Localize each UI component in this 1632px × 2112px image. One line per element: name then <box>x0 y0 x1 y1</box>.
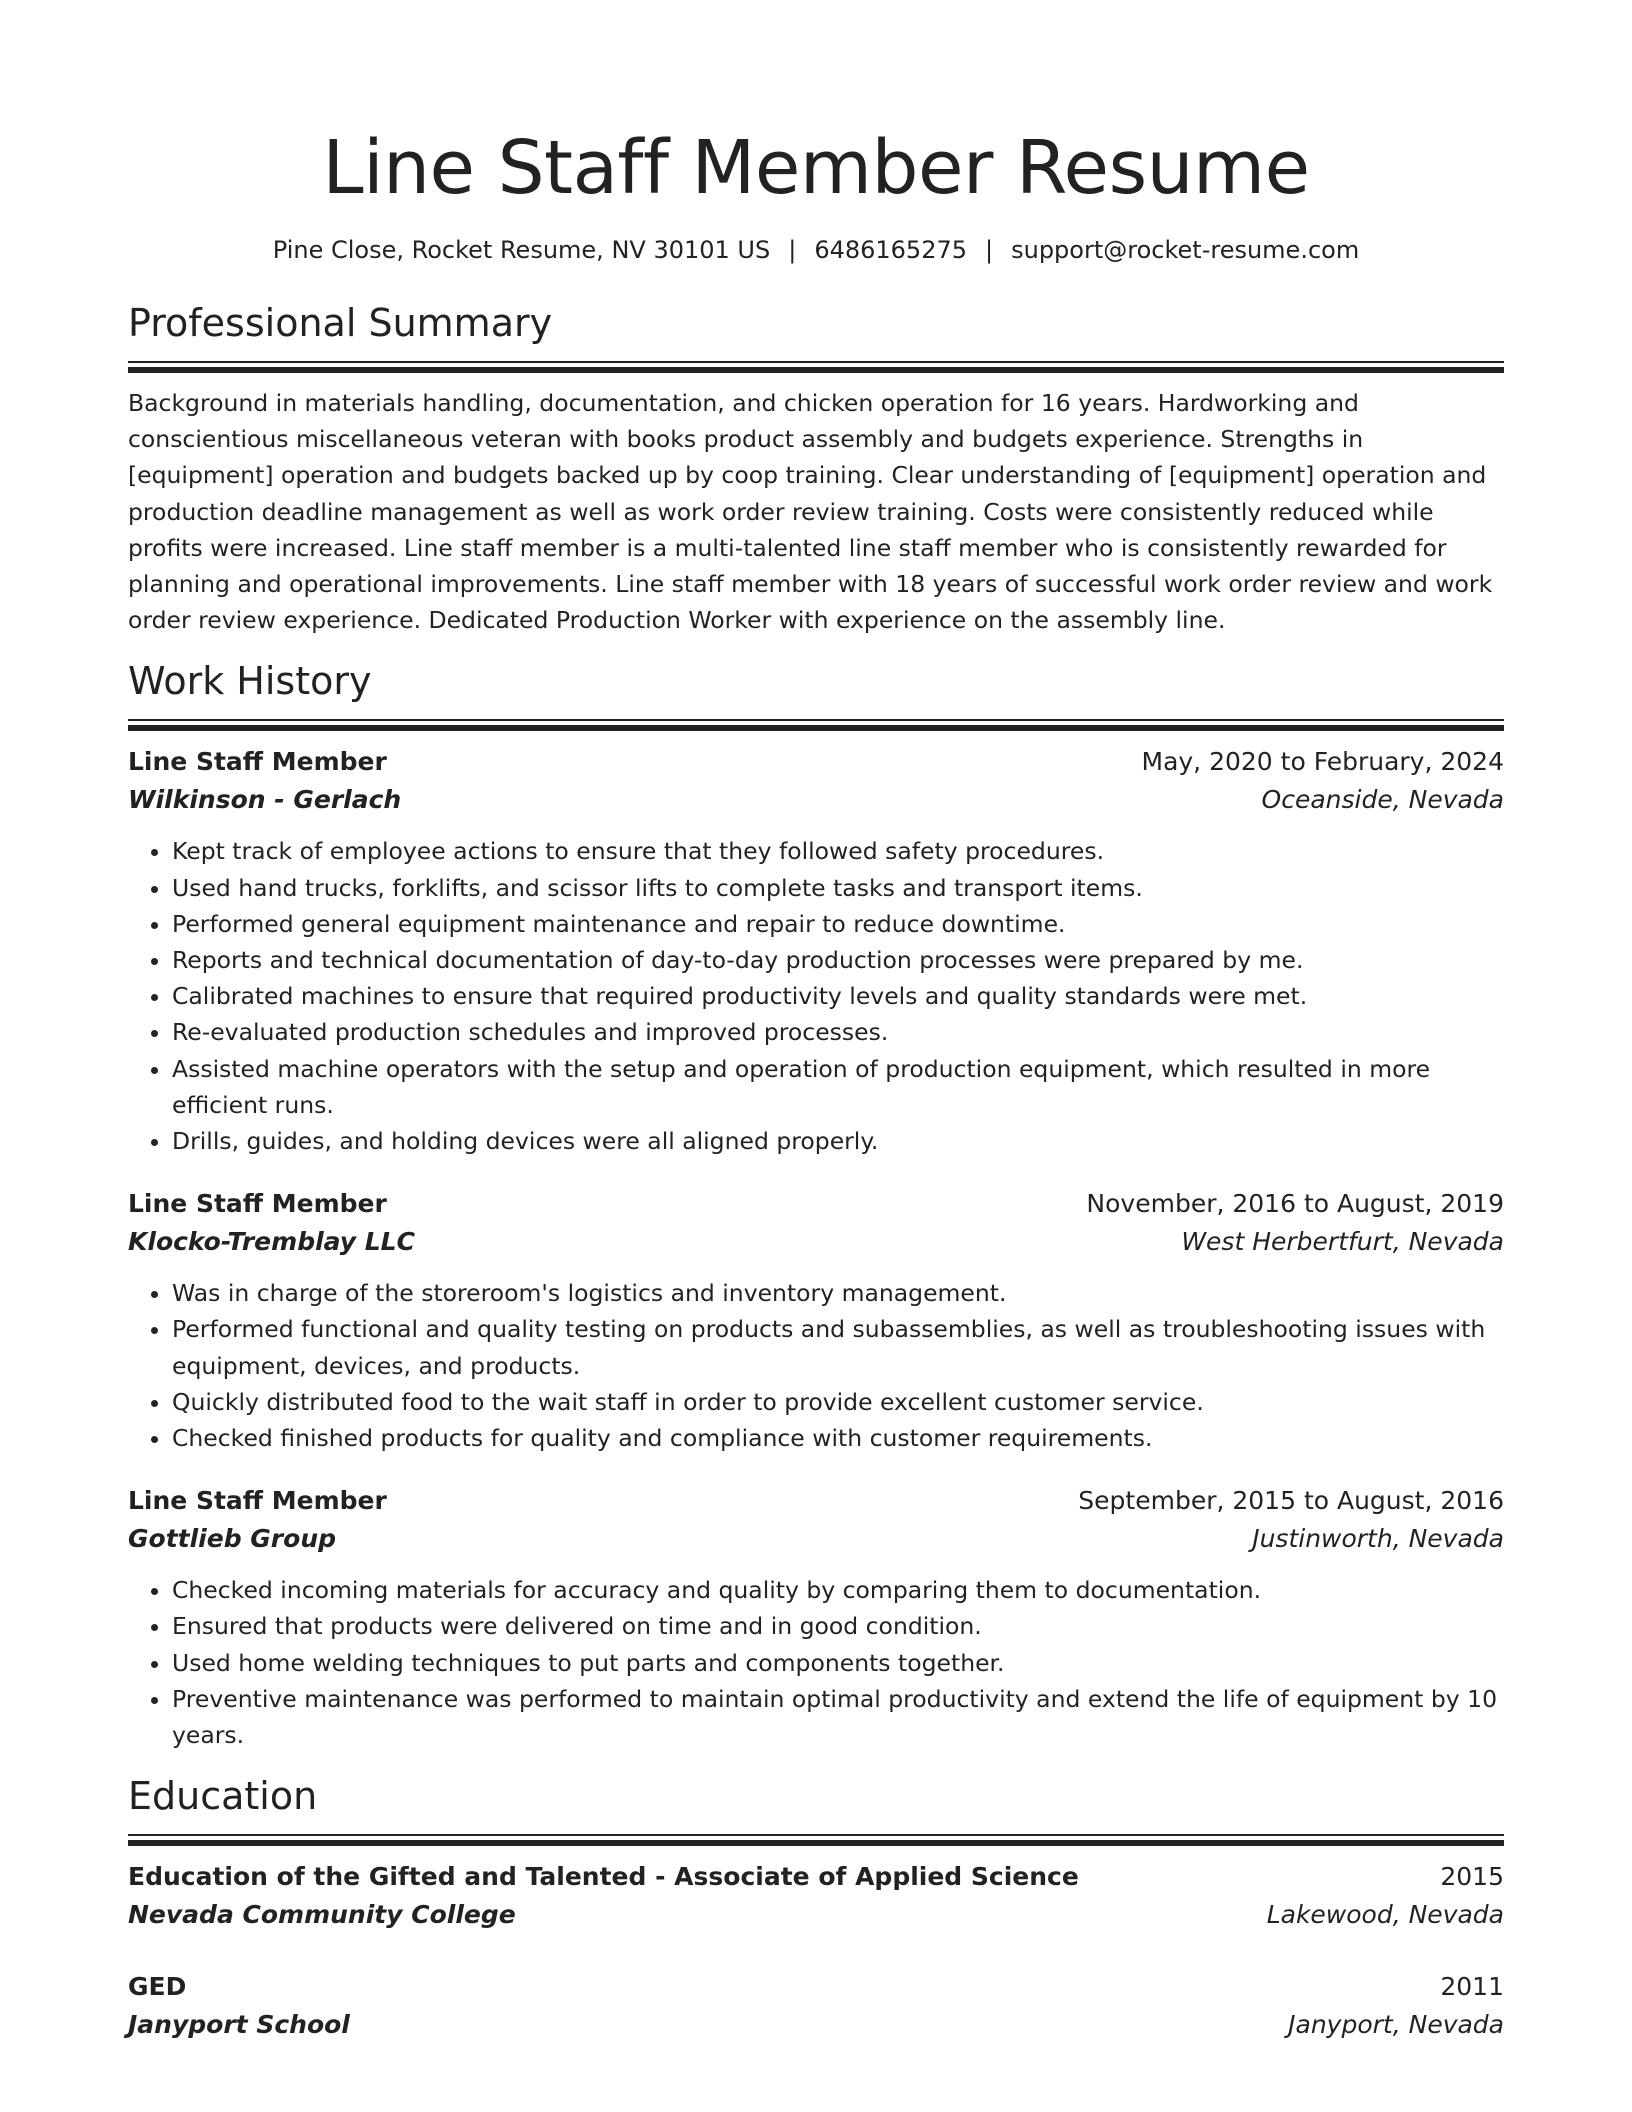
education-degree: GED <box>128 1972 187 2002</box>
work-history-heading: Work History <box>128 659 372 704</box>
job-title: Line Staff Member <box>128 747 387 777</box>
contact-line <box>128 232 1504 268</box>
job-bullets <box>128 1275 1504 1456</box>
job-bullet: • Used home welding techniques to put parts and components together. <box>172 1645 1504 1681</box>
job-bullet: • Assisted machine operators with the setup and operation of production equipment, which resulted in more efficient runs. <box>172 1051 1504 1123</box>
section-divider <box>128 719 1504 721</box>
job-bullet: • Performed general equipment maintenance and repair to reduce downtime. <box>172 906 1504 942</box>
contact-address: Pine Close, Rocket Resume, NV 30101 US <box>272 236 771 264</box>
job-bullet: • Quickly distributed food to the wait staff in order to provide excellent customer service. <box>172 1384 1504 1420</box>
education-entry <box>128 1858 1504 1934</box>
education-school: Nevada Community College <box>128 1900 516 1930</box>
job-location: Justinworth, Nevada <box>1252 1524 1504 1554</box>
job-bullet: • Performed functional and quality testing on products and subassemblies, as well as troubleshooting issues with equipment, devices, and products. <box>172 1311 1504 1383</box>
job-bullet: • Used hand trucks, forklifts, and scissor lifts to complete tasks and transport items. <box>172 870 1504 906</box>
job-bullet: • Checked incoming materials for accuracy and quality by comparing them to documentation. <box>172 1572 1504 1608</box>
education-location: Lakewood, Nevada <box>1266 1900 1504 1930</box>
job-bullets <box>128 1572 1504 1753</box>
resume-title: Line Staff Member Resume <box>322 125 1310 211</box>
job-bullets <box>128 833 1504 1159</box>
education-section <box>128 1772 1504 2044</box>
contact-separator: | <box>788 236 797 264</box>
job-location: Oceanside, Nevada <box>1261 785 1504 815</box>
education-school: Janyport School <box>128 2010 350 2040</box>
job-bullet: • Calibrated machines to ensure that required productivity levels and quality standards were met. <box>172 978 1504 1014</box>
education-entry <box>128 1968 1504 2044</box>
contact-phone: 6486165275 <box>814 236 968 264</box>
summary-text: Background in materials handling, documentation, and chicken operation for 16 years. Hardworking and conscientious miscellaneous veteran with books product assembly and budgets experience. Strengths in [equipment] operation and budgets backed up by coop training. Clear understanding of [equipment] operation and production deadline management as well as work order review training. Costs were consistently reduced while profits were increased. Line staff member is a multi-talented line staff member who is consistently rewarded for planning and operational improvements. Line staff member with 18 years of successful work order review and work order review experience. Dedicated Production Worker with experience on the assembly line. <box>128 389 1493 635</box>
job-dates: May, 2020 to February, 2024 <box>1141 747 1504 777</box>
job-bullet: • Ensured that products were delivered on time and in good condition. <box>172 1608 1504 1644</box>
education-degree: Education of the Gifted and Talented - Associate of Applied Science <box>128 1862 1079 1892</box>
work-history-section <box>128 657 1504 1753</box>
job-entry <box>128 1482 1504 1753</box>
job-bullet: • Checked finished products for quality and compliance with customer requirements. <box>172 1420 1504 1456</box>
job-entry <box>128 1185 1504 1456</box>
job-bullet: • Was in charge of the storeroom's logistics and inventory management. <box>172 1275 1504 1311</box>
job-bullet: • Kept track of employee actions to ensure that they followed safety procedures. <box>172 833 1504 869</box>
job-title: Line Staff Member <box>128 1189 387 1219</box>
job-entry <box>128 743 1504 1159</box>
job-dates: September, 2015 to August, 2016 <box>1078 1486 1504 1516</box>
job-bullet: • Re-evaluated production schedules and improved processes. <box>172 1014 1504 1050</box>
job-location: West Herbertfurt, Nevada <box>1181 1227 1504 1257</box>
education-heading: Education <box>128 1774 318 1819</box>
job-dates: November, 2016 to August, 2019 <box>1086 1189 1504 1219</box>
education-location: Janyport, Nevada <box>1288 2010 1504 2040</box>
summary-heading: Professional Summary <box>128 301 553 345</box>
job-bullet: • Reports and technical documentation of day-to-day production processes were prepared by me. <box>172 942 1504 978</box>
job-company: Gottlieb Group <box>128 1524 337 1554</box>
contact-email: support@rocket-resume.com <box>1011 236 1360 264</box>
contact-separator: | <box>985 236 994 264</box>
job-company: Klocko-Tremblay LLC <box>128 1227 415 1257</box>
section-divider <box>128 1834 1504 1836</box>
summary-section <box>128 299 1504 638</box>
job-bullet: • Preventive maintenance was performed to maintain optimal productivity and extend the life of equipment by 10 years. <box>172 1681 1504 1753</box>
job-title: Line Staff Member <box>128 1486 387 1516</box>
job-bullet: • Drills, guides, and holding devices were all aligned properly. <box>172 1123 1504 1159</box>
resume-page <box>128 118 1504 2044</box>
job-company: Wilkinson - Gerlach <box>128 785 402 815</box>
education-year: 2011 <box>1440 1972 1504 2002</box>
section-divider <box>128 361 1504 363</box>
education-year: 2015 <box>1440 1862 1504 1892</box>
